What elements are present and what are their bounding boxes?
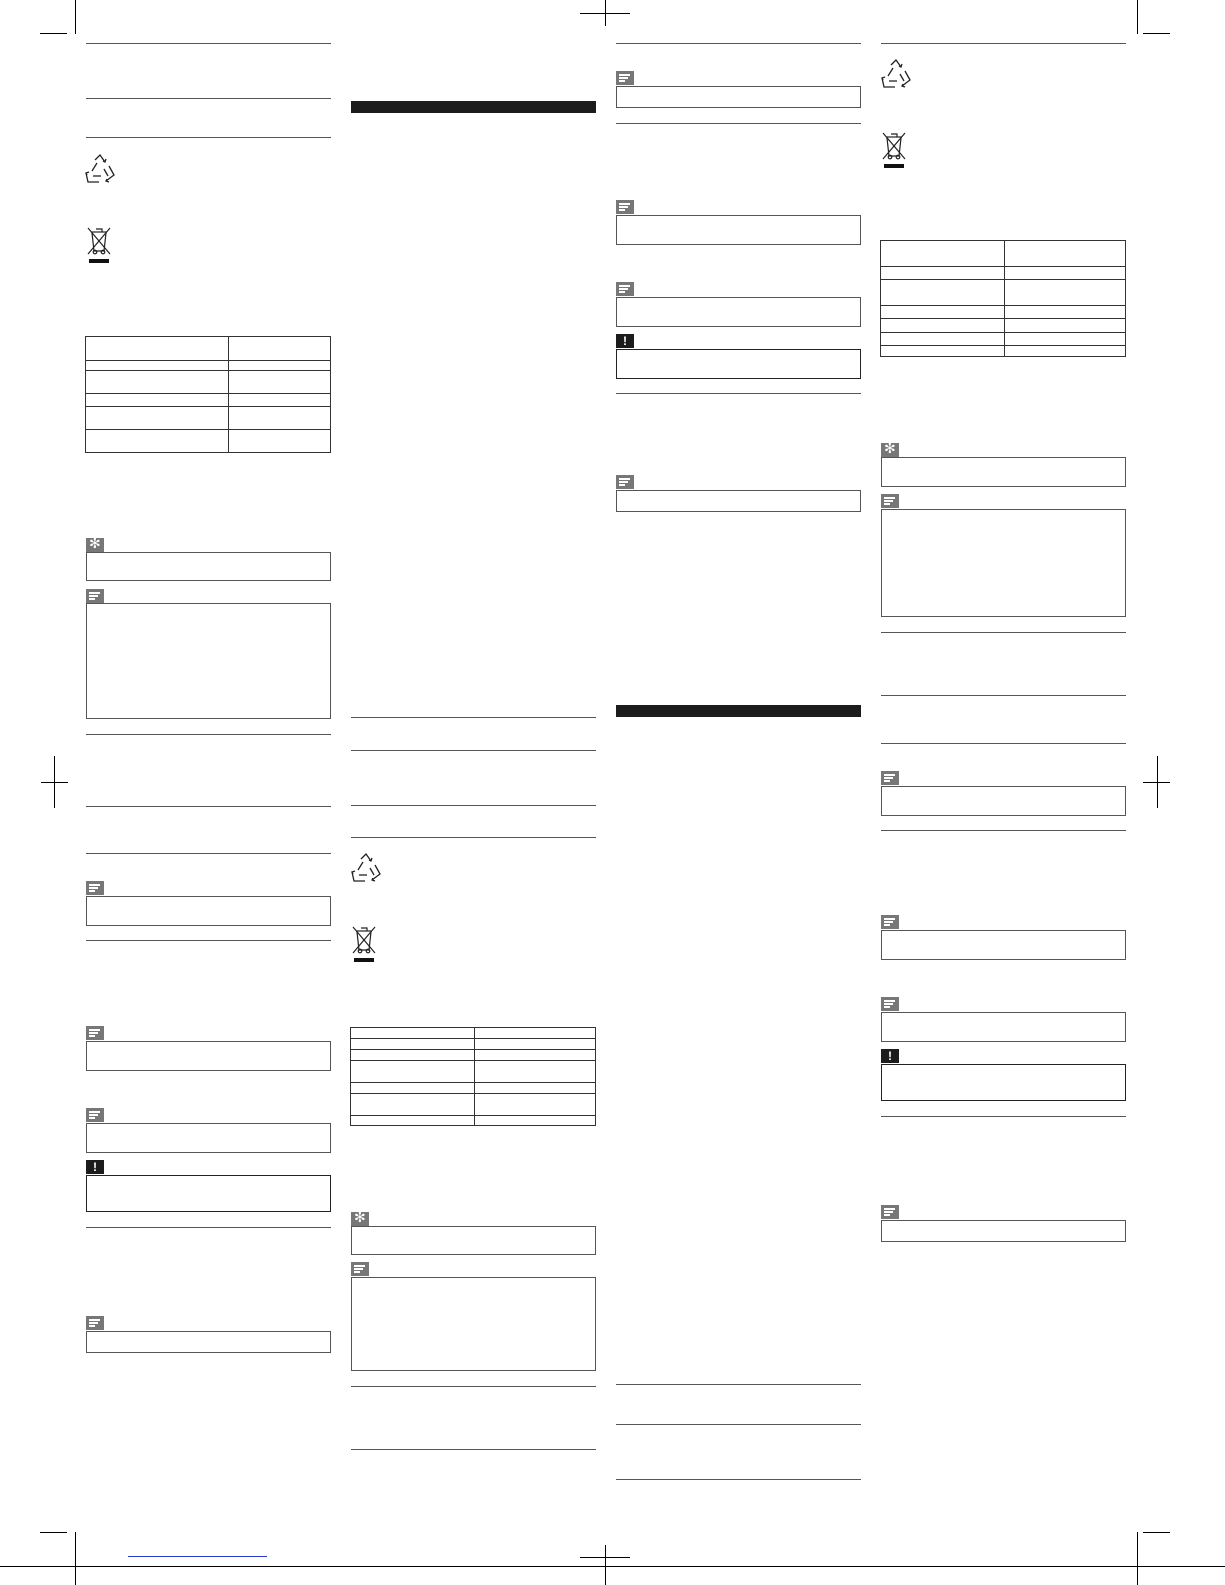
- note-icon: [616, 71, 634, 85]
- note-box: [616, 297, 861, 327]
- note-box: [881, 1012, 1126, 1042]
- crop-mark-bottom-center-v: [605, 1545, 606, 1585]
- note-icon: [351, 1262, 369, 1276]
- section-rule: [351, 837, 596, 838]
- recycle-icon: [880, 58, 912, 90]
- note-box: [616, 215, 861, 245]
- note-icon: [616, 200, 634, 214]
- section-title-bar: [351, 101, 596, 113]
- crossed-out-bin-icon: [86, 226, 112, 264]
- crop-mark-top-left-h: [40, 33, 67, 34]
- section-rule: [881, 1116, 1126, 1117]
- section-rule: [86, 734, 331, 735]
- section-rule: [86, 43, 331, 44]
- caution-box: [86, 1175, 331, 1212]
- section-rule: [86, 940, 331, 941]
- tip-box: [881, 457, 1126, 487]
- caution-box: [881, 1064, 1126, 1101]
- section-rule: [616, 1479, 861, 1480]
- note-icon: [881, 915, 899, 929]
- section-rule: [881, 632, 1126, 633]
- section-rule: [616, 123, 861, 124]
- note-icon: [86, 1108, 104, 1122]
- note-icon: [616, 282, 634, 296]
- note-box: [86, 896, 331, 926]
- note-icon: [881, 997, 899, 1011]
- crop-mark-bottom-left-v: [75, 1532, 76, 1585]
- note-box: [881, 930, 1126, 960]
- section-rule: [351, 805, 596, 806]
- recycle-icon: [84, 153, 116, 185]
- crop-mark-mid-right-h: [1143, 782, 1170, 783]
- note-box: [86, 1331, 331, 1353]
- crossed-out-bin-icon: [881, 131, 907, 169]
- note-box: [86, 1123, 331, 1153]
- section-rule: [86, 98, 331, 99]
- note-box: [616, 490, 861, 512]
- section-rule: [86, 1227, 331, 1228]
- crop-mark-bottom-center-h: [580, 1557, 630, 1558]
- crop-mark-top-center-h: [580, 13, 630, 14]
- crop-mark-bottom-right-h: [1143, 1532, 1170, 1533]
- section-rule: [881, 830, 1126, 831]
- note-icon: [86, 1316, 104, 1330]
- crop-mark-top-left-v: [75, 0, 76, 34]
- tip-box: [351, 1226, 596, 1255]
- note-box: [86, 1041, 331, 1071]
- section-rule: [351, 1449, 596, 1450]
- caution-box: [616, 349, 861, 379]
- note-icon: [616, 475, 634, 489]
- crossed-out-bin-icon: [351, 925, 377, 963]
- note-box: [616, 86, 861, 108]
- section-rule: [881, 43, 1126, 44]
- recycle-icon: [350, 852, 382, 884]
- caution-icon: !: [86, 1160, 104, 1174]
- bottom-trim-line: [0, 1566, 1225, 1567]
- section-rule: [616, 1424, 861, 1425]
- tip-icon: ✻: [351, 1212, 369, 1226]
- crop-mark-bottom-left-h: [40, 1532, 67, 1533]
- section-rule: [881, 695, 1126, 696]
- note-box: [881, 509, 1126, 617]
- crop-mark-top-right-v: [1137, 0, 1138, 34]
- section-rule: [616, 1384, 861, 1385]
- footer-link[interactable]: [128, 1556, 267, 1557]
- caution-icon: !: [616, 334, 634, 348]
- crop-mark-mid-left-h: [41, 782, 68, 783]
- note-box: [351, 1277, 596, 1371]
- section-rule: [351, 717, 596, 718]
- note-icon: [86, 1026, 104, 1040]
- note-icon: [881, 494, 899, 508]
- tip-icon: ✻: [86, 538, 104, 552]
- section-title-bar: [616, 705, 861, 717]
- note-icon: [86, 589, 104, 603]
- section-rule: [86, 806, 331, 807]
- tip-box: [86, 552, 331, 581]
- crop-mark-bottom-right-v: [1137, 1532, 1138, 1585]
- caution-icon: !: [881, 1049, 899, 1063]
- note-icon: [881, 771, 899, 785]
- section-rule: [881, 743, 1126, 744]
- spec-table: [350, 1027, 596, 1126]
- section-rule: [616, 43, 861, 44]
- tip-icon: ✻: [881, 443, 899, 457]
- spec-table: [85, 336, 331, 453]
- note-icon: [881, 1205, 899, 1219]
- spec-table: [880, 240, 1126, 357]
- section-rule: [351, 750, 596, 751]
- section-rule: [616, 393, 861, 394]
- section-rule: [86, 137, 331, 138]
- section-rule: [351, 1386, 596, 1387]
- note-icon: [86, 881, 104, 895]
- section-rule: [86, 853, 331, 854]
- note-box: [86, 603, 331, 719]
- note-box: [881, 1220, 1126, 1242]
- crop-mark-top-right-h: [1143, 33, 1170, 34]
- note-box: [881, 786, 1126, 816]
